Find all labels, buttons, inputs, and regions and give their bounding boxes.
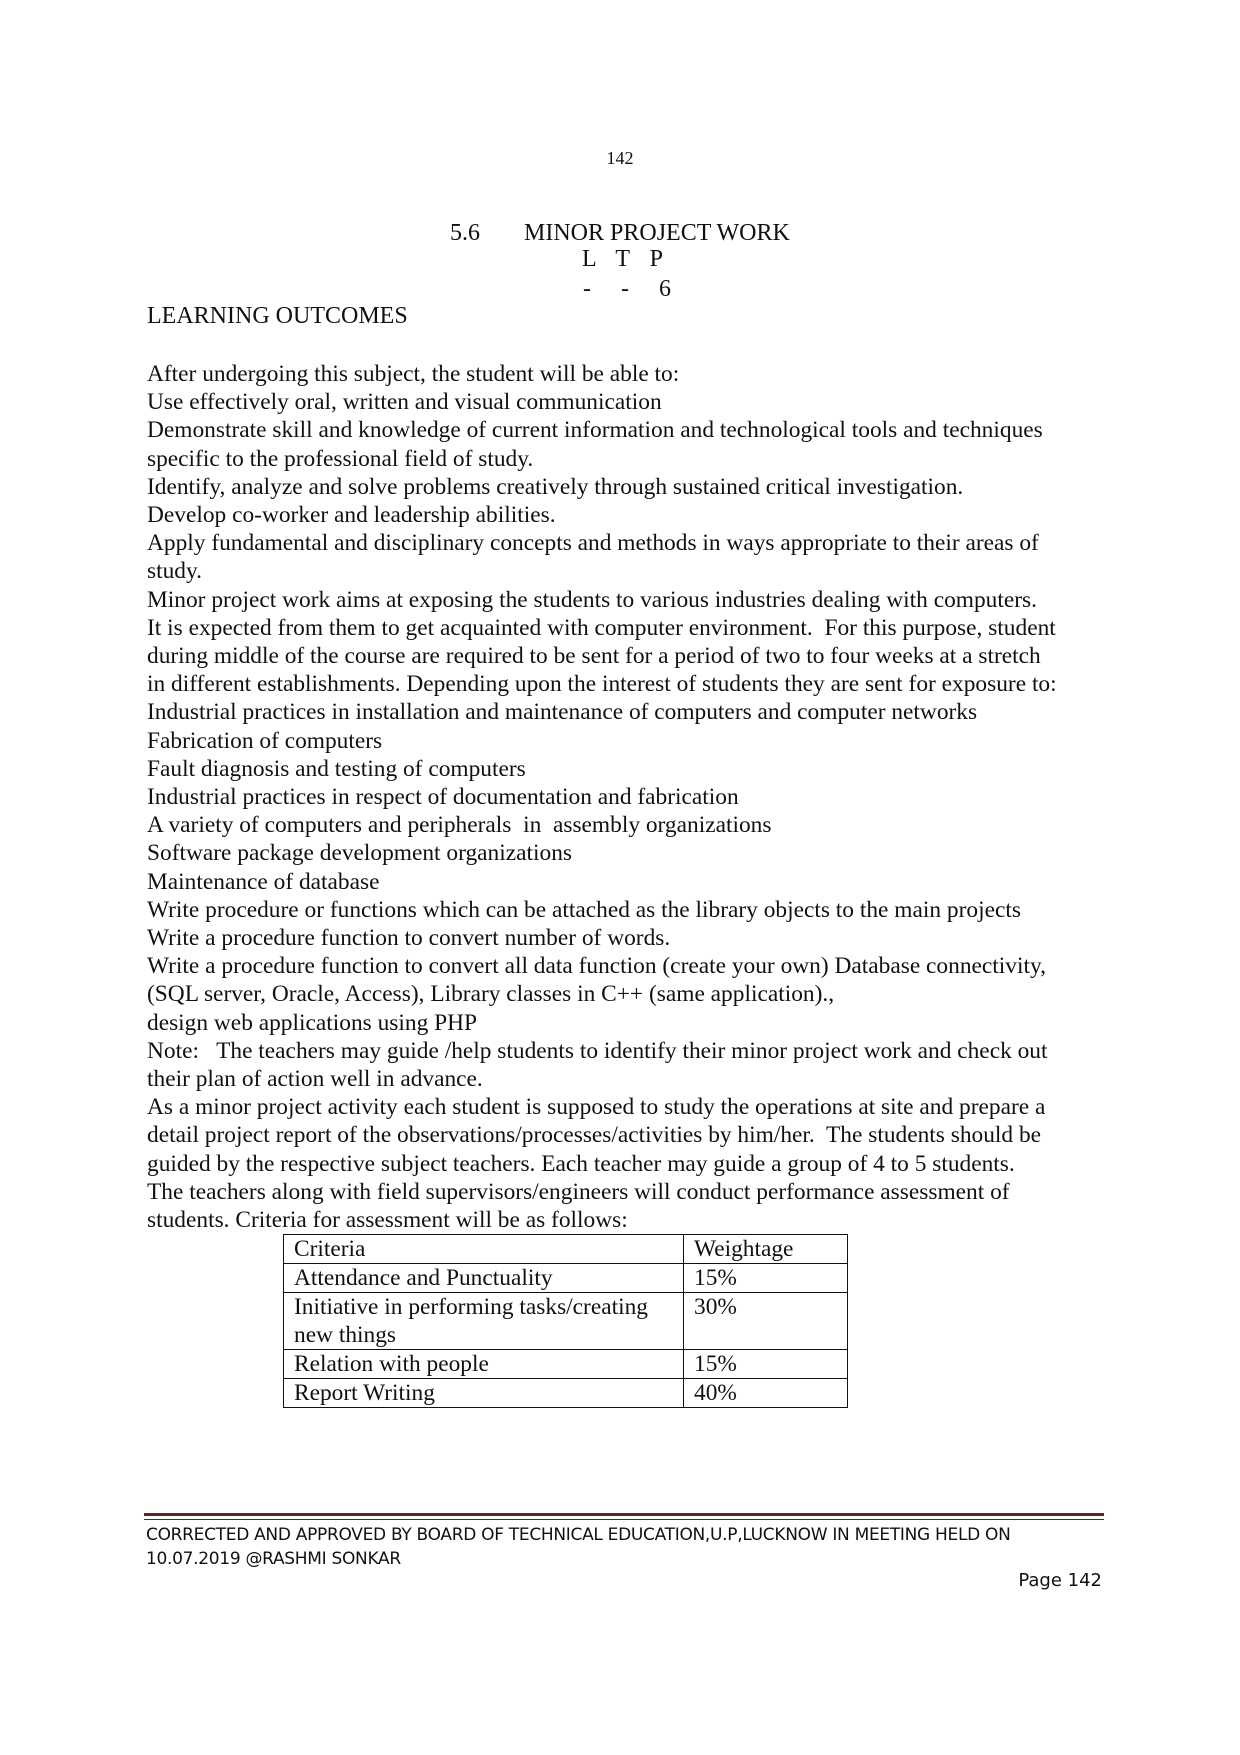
footer-divider-thin bbox=[144, 1519, 1104, 1520]
body-line: Demonstrate skill and knowledge of current information and technological tools and techniques bbox=[147, 417, 1043, 444]
body-line: Write a procedure function to convert number of words. bbox=[147, 925, 671, 952]
body-line: A variety of computers and peripherals in assembly organizations bbox=[147, 812, 772, 839]
body-line: (SQL server, Oracle, Access), Library classes in C++ (same application)., bbox=[147, 981, 835, 1008]
body-line: The teachers along with field supervisors/engineers will conduct performance assessment of bbox=[147, 1178, 1010, 1205]
body-line: Develop co-worker and leadership abilities. bbox=[147, 502, 556, 529]
table-row bbox=[284, 1264, 848, 1293]
table-header-row bbox=[284, 1235, 848, 1264]
body-text bbox=[147, 360, 1107, 1234]
body-line: Software package development organizations bbox=[147, 840, 572, 867]
footer-line-1: CORRECTED AND APPROVED BY BOARD OF TECHNICAL EDUCATION,U.P,LUCKNOW IN MEETING HELD ON bbox=[146, 1525, 1011, 1545]
section-title: MINOR PROJECT WORK bbox=[524, 220, 790, 246]
section-heading bbox=[450, 220, 790, 247]
footer-line-2: 10.07.2019 @RASHMI SONKAR bbox=[146, 1549, 401, 1569]
top-page-number: 142 bbox=[606, 148, 634, 168]
body-line: Note: The teachers may guide /help students to identify their minor project work and check out bbox=[147, 1037, 1048, 1064]
table-row bbox=[284, 1379, 848, 1408]
body-line: As a minor project activity each student is supposed to study the operations at site and prepare a bbox=[147, 1094, 1046, 1121]
body-line: guided by the respective subject teachers. Each teacher may guide a group of 4 to 5 students. bbox=[147, 1150, 1015, 1177]
body-line: during middle of the course are required to be sent for a period of two to four weeks at a stretch bbox=[147, 643, 1041, 670]
table-cell-criteria: Report Writing bbox=[284, 1379, 684, 1408]
body-line: study. bbox=[147, 558, 203, 585]
footer-approval-note bbox=[146, 1523, 1106, 1571]
section-number: 5.6 bbox=[450, 220, 480, 246]
body-line: design web applications using PHP bbox=[147, 1009, 478, 1036]
body-line: Industrial practices in installation and maintenance of computers and computer networks bbox=[147, 699, 978, 726]
table-cell-criteria: Relation with people bbox=[284, 1350, 684, 1379]
body-line: detail project report of the observations/processes/activities by him/her. The students should be bbox=[147, 1122, 1042, 1149]
body-line: Maintenance of database bbox=[147, 868, 380, 895]
table-row bbox=[284, 1350, 848, 1379]
body-line: Industrial practices in respect of documentation and fabrication bbox=[147, 784, 739, 811]
table-cell-weightage: 15% bbox=[684, 1264, 848, 1293]
table-cell-weightage: 15% bbox=[684, 1350, 848, 1379]
body-line: After undergoing this subject, the student will be able to: bbox=[147, 361, 680, 387]
ltp-values: - - 6 bbox=[583, 276, 671, 302]
footer-divider-thick bbox=[144, 1513, 1104, 1516]
body-line: their plan of action well in advance. bbox=[147, 1066, 483, 1093]
body-line: Use effectively oral, written and visual communication bbox=[147, 389, 662, 416]
table-header-criteria: Criteria bbox=[284, 1235, 684, 1264]
assessment-criteria-table bbox=[283, 1234, 848, 1408]
learning-outcomes-title: LEARNING OUTCOMES bbox=[147, 303, 408, 329]
body-line: Minor project work aims at exposing the students to various industries dealing with computers. bbox=[147, 586, 1037, 613]
body-line: It is expected from them to get acquainted with computer environment. For this purpose, student bbox=[147, 614, 1056, 641]
body-line: Apply fundamental and disciplinary concepts and methods in ways appropriate to their areas of bbox=[147, 530, 1039, 557]
table-cell-criteria: Attendance and Punctuality bbox=[284, 1264, 684, 1293]
footer-page-number: Page 142 bbox=[1018, 1570, 1102, 1591]
body-line: Fault diagnosis and testing of computers bbox=[147, 755, 526, 782]
body-line: Write procedure or functions which can be attached as the library objects to the main projects bbox=[147, 896, 1021, 923]
table-cell-weightage: 30% bbox=[684, 1293, 848, 1350]
table-header-weightage: Weightage bbox=[684, 1235, 848, 1264]
table-cell-weightage: 40% bbox=[684, 1379, 848, 1408]
body-line: Fabrication of computers bbox=[147, 727, 383, 754]
ltp-labels: L T P bbox=[582, 246, 663, 272]
body-line: students. Criteria for assessment will be as follows: bbox=[147, 1207, 628, 1234]
table-row bbox=[284, 1293, 848, 1350]
body-line: in different establishments. Depending upon the interest of students they are sent for exposure to: bbox=[147, 671, 1057, 698]
body-line: specific to the professional field of study. bbox=[147, 445, 534, 472]
table-cell-criteria: Initiative in performing tasks/creating new things bbox=[284, 1293, 684, 1350]
body-line: Write a procedure function to convert all data function (create your own) Database connectivity, bbox=[147, 953, 1046, 980]
body-line: Identify, analyze and solve problems creatively through sustained critical investigation. bbox=[147, 473, 964, 500]
